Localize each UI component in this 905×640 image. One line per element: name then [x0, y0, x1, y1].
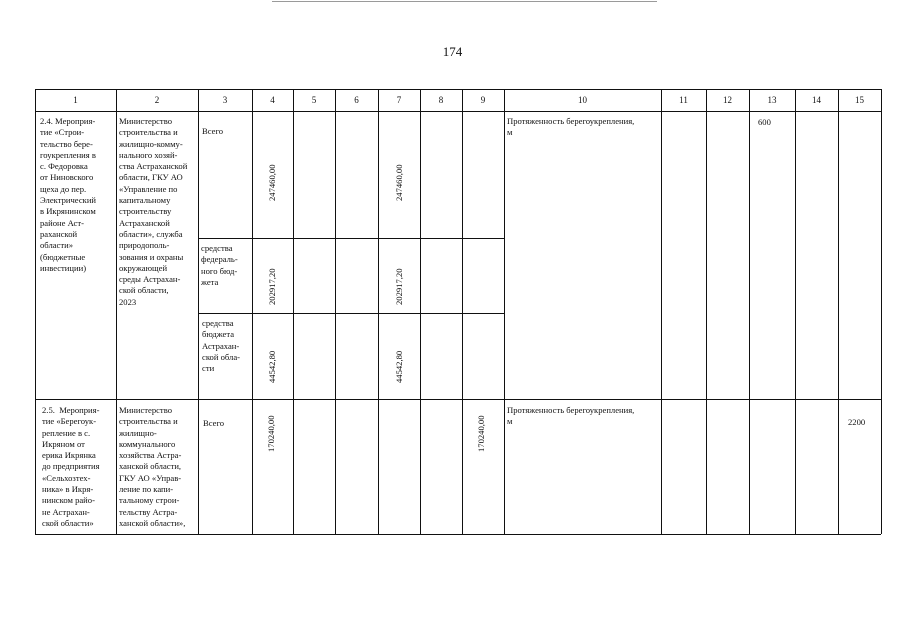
row2-value-col15: 2200 — [848, 417, 866, 427]
row2-executor: Министерство строительства и жилищно- коммунального хозяйства Астра- ханской области, ГКУ АО «Управ- ление по капи- тальному строи- тельству Астра- ханской области», — [119, 405, 186, 528]
header-col-12: 12 — [723, 95, 732, 105]
col-border-5 — [335, 89, 336, 534]
header-col-14: 14 — [812, 95, 821, 105]
header-col-13: 13 — [767, 95, 777, 105]
header-bottom-border — [35, 111, 881, 112]
row1-funding-regional-label: средства бюджета Астрахан- ской обла- сти — [202, 318, 241, 374]
col-border-15 — [881, 89, 882, 534]
col-border-13 — [795, 89, 796, 534]
row1-funding-total-label: Всего — [202, 126, 224, 136]
header-col-7: 7 — [396, 95, 402, 105]
row2-event-name: 2.5. Мероприя- тие «Берегоук- репление в с. Икряном от ерика Икрянка до предприятия «Сельхозтех- ника» в Икря- нинском райо- не Астрахан- ской области» — [42, 405, 100, 528]
page-number: 174 — [442, 44, 463, 59]
row-divider — [35, 399, 881, 400]
col-border-6 — [378, 89, 379, 534]
col-border-4 — [293, 89, 294, 534]
header-col-10: 10 — [578, 95, 587, 105]
col-border-8 — [462, 89, 463, 534]
header-col-4: 4 — [270, 95, 275, 105]
header-col-5: 5 — [311, 95, 317, 105]
col-border-1 — [116, 89, 117, 534]
header-col-8: 8 — [438, 95, 444, 105]
header-col-9: 9 — [480, 95, 486, 105]
row1-indicator: Протяженность берегоукрепления, м — [507, 116, 635, 138]
col-border-14 — [838, 89, 839, 534]
row2-indicator: Протяженность берегоукрепления, м — [507, 405, 635, 427]
col-border-9 — [504, 89, 505, 534]
row1-executor: Министерство строительства и жилищно-комму- нального хозяй- ства Астраханской области, ГКУ АО «Управление по капитальному строительству Астраханской области», служба природополь- зования и охраны окружающей среды Астрахан- ской области, 2023 — [119, 116, 188, 307]
header-col-2: 2 — [154, 95, 160, 105]
row1-federal-col4: 202917,20 — [267, 268, 277, 305]
row2-total-col9: 170240,00 — [476, 415, 486, 452]
row1-federal-col7: 202917,20 — [394, 268, 404, 305]
col-border-3 — [252, 89, 253, 534]
row1-funding-federal-label: средства федераль- ного бюд- жета — [201, 243, 238, 287]
row1-total-col4: 247460,00 — [267, 164, 277, 201]
col-border-12 — [749, 89, 750, 534]
header-col-15: 15 — [855, 95, 864, 105]
header-col-6: 6 — [354, 95, 359, 105]
header-col-1: 1 — [73, 95, 78, 105]
col-border-2 — [198, 89, 199, 534]
col-border-11 — [706, 89, 707, 534]
row1-regional-col4: 44542,80 — [267, 350, 277, 383]
header-col-11: 11 — [679, 95, 688, 105]
header-col-3: 3 — [222, 95, 228, 105]
row2-funding-total-label: Всего — [203, 418, 225, 428]
table-bottom-border — [35, 534, 881, 535]
col-border-0 — [35, 89, 36, 534]
col-border-7 — [420, 89, 421, 534]
row1-total-col7: 247460,00 — [394, 164, 404, 201]
col-border-10 — [661, 89, 662, 534]
row1-regional-col7: 44542,80 — [394, 350, 404, 383]
subrow-divider-1 — [198, 238, 504, 239]
row1-event-name: 2.4. Мероприя- тие «Строи- тельство бере- гоукрепления в с. Федоровка от Ниновского щеха до пер. Электрический в Икрянинском районе Аст- раханской области» (бюджетные инвестиции) — [40, 116, 97, 273]
row1-value-col13: 600 — [758, 117, 771, 127]
row2-total-col4: 170240,00 — [266, 415, 276, 452]
subrow-divider-2 — [198, 313, 504, 314]
